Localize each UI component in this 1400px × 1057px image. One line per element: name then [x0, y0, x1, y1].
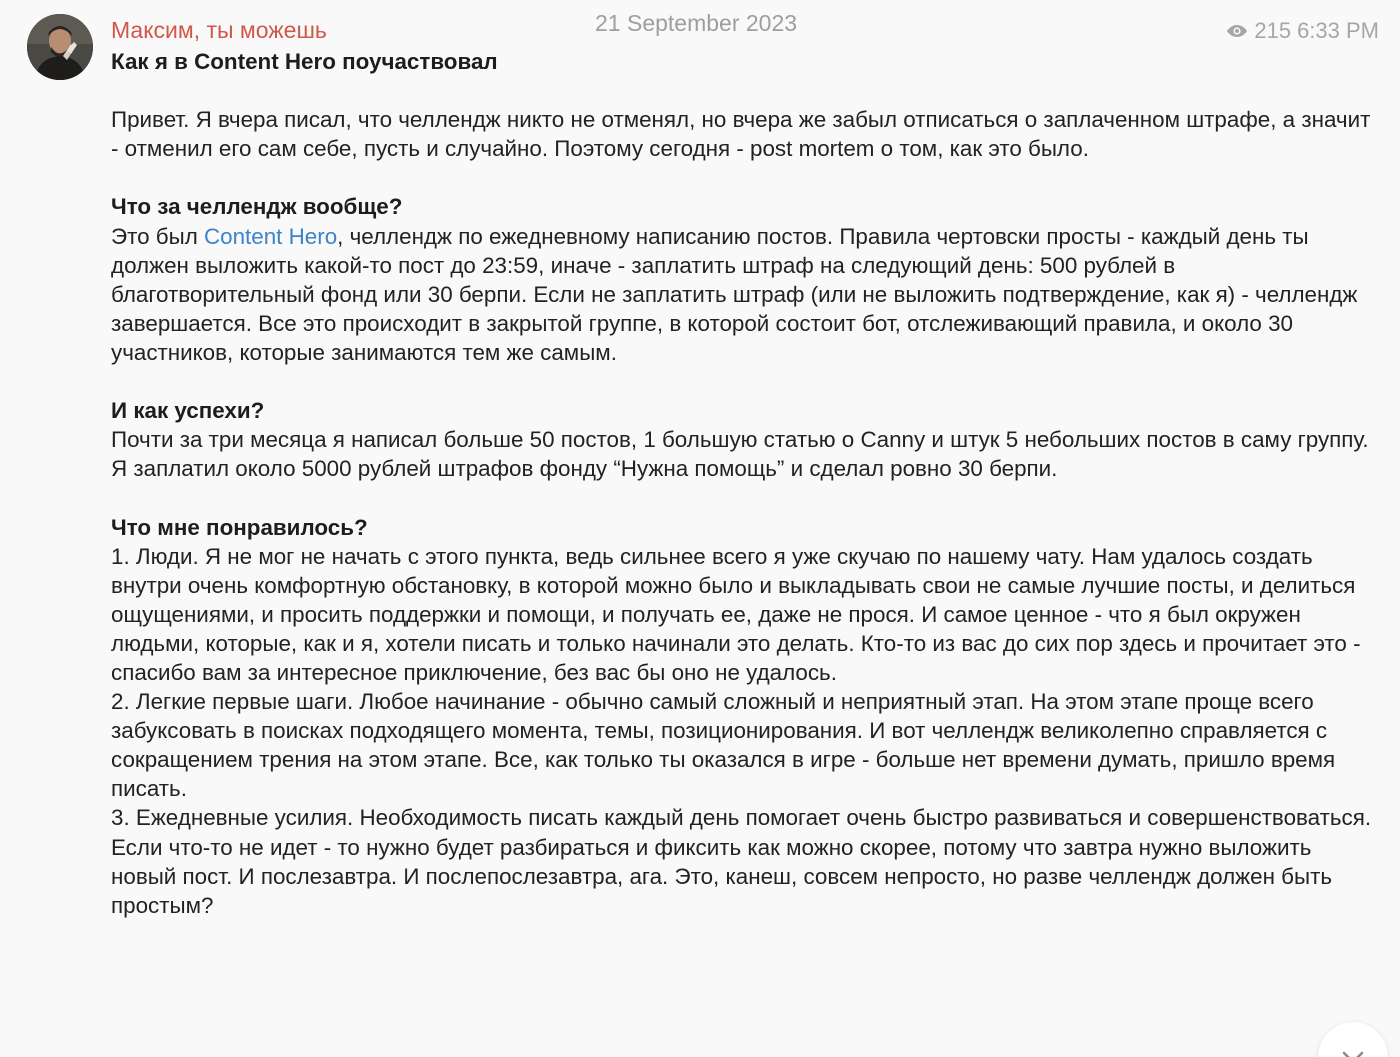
post-time: 6:33 PM: [1297, 18, 1379, 43]
list-item: 3. Ежедневные усилия. Необходимость писать каждый день помогает очень быстро развиваться и совершенствоваться. Если что-то не идет - то нужно будет разбираться и фиксить как можно скорее, потому что завтра нужно выложить новый пост. И послезавтра. И послепослезавтра, ага. Это, канеш, совсем непросто, но разве челлендж должен быть простым?: [111, 805, 1372, 918]
list-item: 2. Легкие первые шаги. Любое начинание - обычно самый сложный и неприятный этап. На этом этапе проще всего забуксовать в поисках подходящего момента, темы, позиционирования. И вот челлендж великолепно справляется с сокращением трения на этом этапе. Все, как только ты оказался в игре - больше нет времени думать, пришло время писать.: [111, 689, 1336, 802]
section-paragraph: Это был Content Hero, челлендж по ежедневному написанию постов. Правила чертовски просты - каждый день ты должен выложить какой-то пост до 23:59, иначе - заплатить штраф на следующий день: 500 рублей в благотворительный фонд или 30 берпи. Если не заплатить штраф (или не выложить подтверждение, как я) - челлендж завершается. Все это происходит в закрытой группе, в которой состоит бот, отслеживающий правила, и около 30 участников, которые занимаются тем же самым.: [111, 223, 1358, 365]
date-label: 21 September 2023: [595, 10, 798, 36]
eye-icon: [1226, 23, 1248, 39]
section-paragraph: Почти за три месяца я написал больше 50 постов, 1 большую статью о Canny и штук 5 небольших постов в саму группу. Я заплатил около 5000 рублей штрафов фонду “Нужна помощь” и сделал ровно 30 берпи.: [111, 427, 1369, 482]
avatar-photo: [27, 14, 93, 80]
section-heading: Что за челлендж вообще?: [111, 194, 403, 220]
views-count: 215: [1254, 18, 1292, 43]
chevron-down-icon: [1340, 1044, 1366, 1057]
channel-avatar[interactable]: [27, 14, 93, 80]
channel-name[interactable]: Максим, ты можешь: [111, 17, 327, 43]
section-heading: И как успехи?: [111, 398, 265, 424]
scroll-down-button[interactable]: [1318, 1022, 1388, 1057]
list-item: 1. Люди. Я не мог не начать с этого пункта, ведь сильнее всего я уже скучаю по нашему чату. Нам удалось создать внутри очень комфортную обстановку, в которой можно было и выкладывать свои не самые лучшие посты, и делиться ощущениями, и просить поддержки и помощи, и получать ее, даже не прося. И самое ценное - что я был окружен людьми, которые, как и я, хотели писать и только начинали это делать. Кто-то из вас до сих пор здесь и прочитает это - спасибо вам за интересное приключение, без вас бы оно не удалось.: [111, 543, 1361, 685]
post-title: Как я в Content Hero поучаствовал: [111, 49, 498, 74]
post-meta: [1226, 16, 1379, 46]
post-body: [111, 47, 1381, 920]
content-hero-link[interactable]: Content Hero: [203, 223, 338, 249]
section-heading: Что мне понравилось?: [111, 514, 368, 540]
post-intro: Привет. Я вчера писал, что челлендж никто не отменял, но вчера же забыл отписаться о заплаченном штрафе, а значит - отменил его сам себе, пусть и случайно. Поэтому сегодня - post mortem о том, как это было.: [111, 107, 1371, 162]
